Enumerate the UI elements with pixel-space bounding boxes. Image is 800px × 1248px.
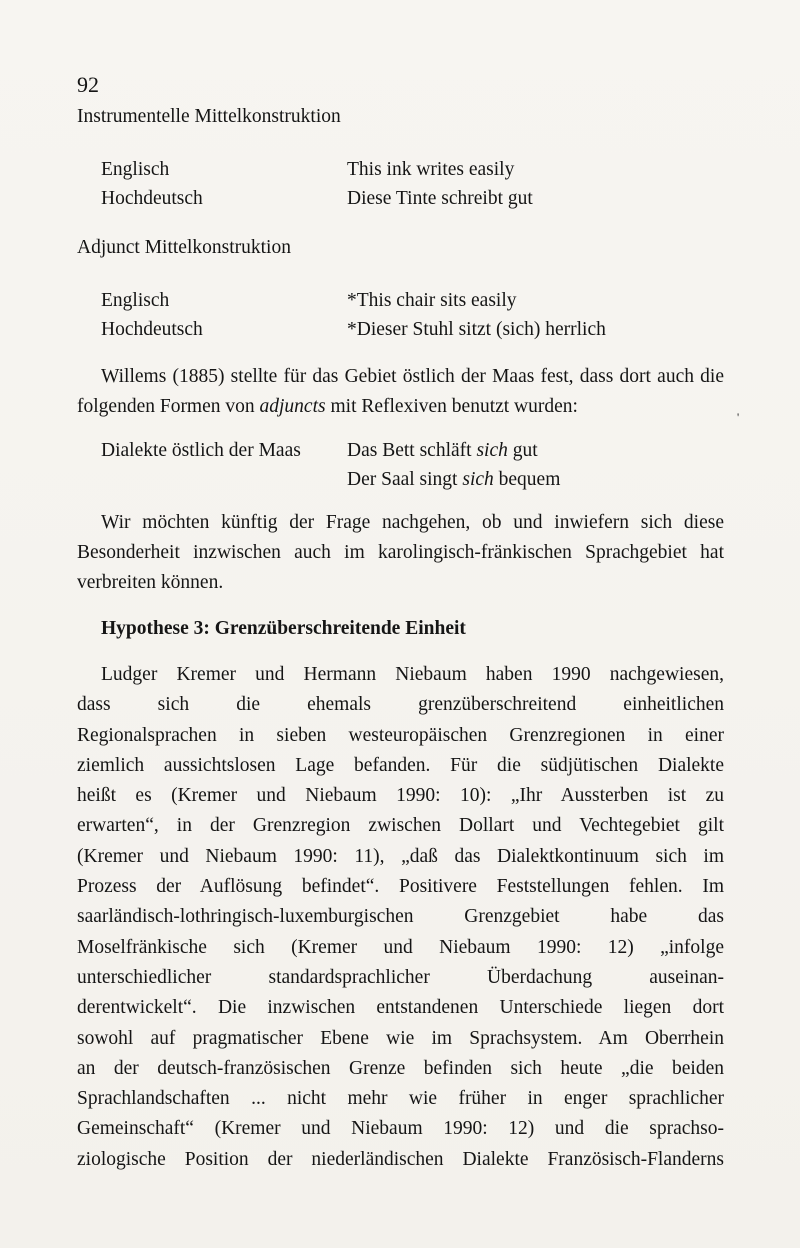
dialect-example-1-emphasis: sich — [476, 440, 508, 461]
text-line: an der deutsch-französischen Grenze befinden sich heute „die beiden — [77, 1057, 724, 1079]
text-line: ziologische Position der niederländischen Dialekte Französisch-Flanderns — [77, 1148, 724, 1170]
willems-text-before: Willems (1885) stellte für das Gebiet östlich der Maas fest, dass dort auch die folgenden Formen von — [77, 366, 724, 417]
language-label: Hochdeutsch — [101, 187, 203, 209]
section-heading: Hypothese 3: Grenzüberschreitende Einheit — [101, 618, 466, 639]
text-line: sowohl auf pragmatischer Ebene wie im Sprachsystem. Am Oberrhein — [77, 1027, 724, 1049]
text-line: derentwickelt“. Die inzwischen entstandenen Unterschiede liegen dort — [77, 997, 724, 1019]
page-content — [77, 70, 724, 1175]
text-line: saarländisch-lothringisch-luxemburgischen Grenzgebiet habe das — [77, 906, 724, 928]
block1-row — [77, 185, 724, 214]
stray-mark: ' — [737, 410, 740, 424]
text-line: ziemlich aussichtslosen Lage befanden. Für die südjütischen Dialekte — [77, 754, 724, 776]
block2-row — [77, 287, 724, 316]
block1-title: Instrumentelle Mittelkonstruktion — [77, 106, 341, 127]
text-line: (Kremer und Niebaum 1990: 11), „daß das Dialektkontinuum sich im — [77, 845, 724, 867]
dialect-label: Dialekte östlich der Maas — [101, 440, 301, 461]
block1-row — [77, 156, 724, 185]
dialect-example-2-after: bequem — [493, 469, 561, 490]
dialect-examples — [347, 436, 724, 494]
willems-paragraph — [77, 362, 724, 422]
paragraph-kremer-niebaum — [77, 660, 724, 1175]
willems-text-after: mit Reflexiven benutzt wurden: — [325, 396, 578, 417]
text-line: heißt es (Kremer und Niebaum 1990: 10): „Ihr Aussterben ist zu — [77, 785, 724, 807]
dialect-example-2-emphasis: sich — [462, 469, 494, 490]
text-line: Prozess der Auflösung befindet“. Positivere Feststellungen fehlen. Im — [77, 876, 724, 898]
text-line: dass sich die ehemals grenzüberschreitend einheitlichen — [77, 694, 724, 716]
text-line: Gemeinschaft“ (Kremer und Niebaum 1990: 12) und die sprachso- — [77, 1118, 724, 1140]
language-label: Hochdeutsch — [101, 318, 203, 340]
dialect-example-1-after: gut — [507, 440, 538, 461]
example-sentence: *Dieser Stuhl sitzt (sich) herrlich — [347, 318, 606, 340]
example-sentence: This ink writes easily — [347, 159, 515, 180]
text-line: Sprachlandschaften ... nicht mehr wie früher in enger sprachlicher — [77, 1088, 724, 1110]
text-line: Regionalsprachen in sieben westeuropäischen Grenzregionen in einer — [77, 724, 724, 746]
block2-title: Adjunct Mittelkonstruktion — [77, 237, 291, 258]
text-line: erwarten“, in der Grenzregion zwischen Dollart und Vechtegebiet gilt — [77, 815, 724, 837]
text-line: Moselfränkische sich (Kremer und Niebaum 1990: 12) „infolge — [77, 936, 724, 958]
dialect-example-1-before: Das Bett schläft — [347, 440, 477, 461]
example-sentence: *This chair sits easily — [347, 290, 517, 311]
text-line: Ludger Kremer und Hermann Niebaum haben 1990 nachgewiesen, — [101, 664, 724, 685]
dialect-example-2-before: Der Saal singt — [347, 469, 463, 490]
dialect-example-2 — [347, 465, 724, 494]
language-label: Englisch — [101, 290, 170, 311]
willems-emphasis: adjuncts — [259, 396, 326, 417]
block2-row — [77, 316, 724, 345]
dialect-example-block — [77, 436, 724, 494]
language-label: Englisch — [101, 159, 170, 180]
page-number: 92 — [77, 72, 99, 97]
text-line: unterschiedlicher standardsprachlicher Überdachung auseinan- — [77, 966, 724, 988]
dialect-example-1 — [347, 436, 724, 465]
paragraph-future-question: Wir möchten künftig der Frage nachgehen, ob und inwiefern sich diese Besonderheit inzwischen auch im karolingisch-fränkischen Sprachgebiet hat verbreiten können. — [77, 512, 724, 593]
example-sentence: Diese Tinte schreibt gut — [347, 187, 533, 209]
